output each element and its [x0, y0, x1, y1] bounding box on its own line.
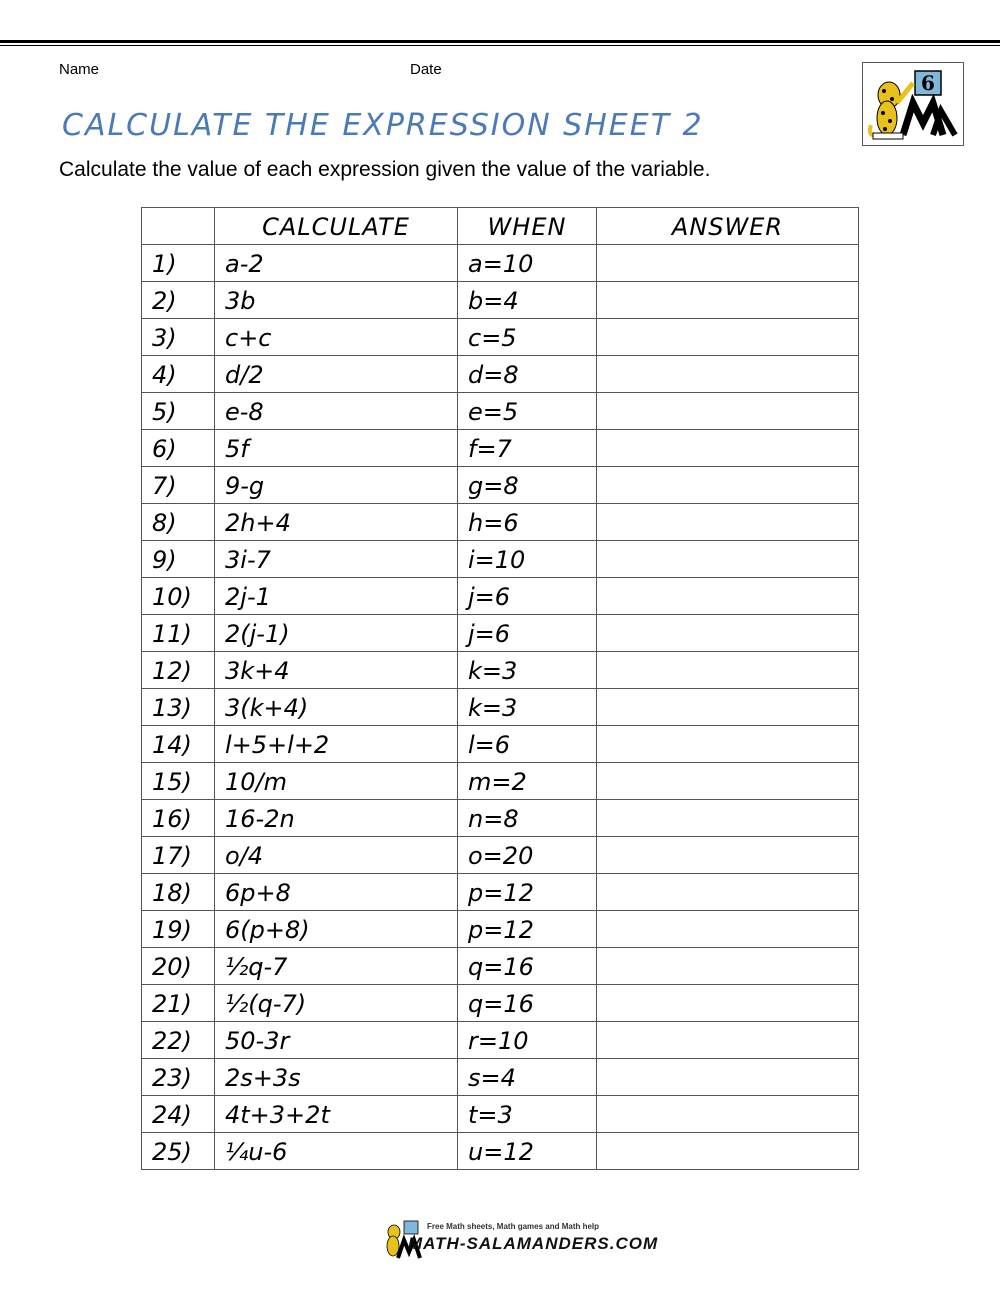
- expression-cell: d/2: [215, 356, 458, 393]
- table-row: [142, 800, 859, 837]
- expression-cell: l+5+l+2: [215, 726, 458, 763]
- expression-cell: 2s+3s: [215, 1059, 458, 1096]
- answer-field[interactable]: [597, 911, 859, 948]
- table-row: [142, 615, 859, 652]
- table-row: [142, 837, 859, 874]
- row-number: 13): [142, 689, 215, 726]
- row-number: 6): [142, 430, 215, 467]
- answer-field[interactable]: [597, 393, 859, 430]
- row-number: 11): [142, 615, 215, 652]
- table-row: [142, 689, 859, 726]
- expression-cell: 3i-7: [215, 541, 458, 578]
- variable-value-cell: p=12: [458, 911, 597, 948]
- row-number: 10): [142, 578, 215, 615]
- expression-cell: 5f: [215, 430, 458, 467]
- table-row: [142, 1096, 859, 1133]
- answer-field[interactable]: [597, 1059, 859, 1096]
- answer-field[interactable]: [597, 1096, 859, 1133]
- variable-value-cell: l=6: [458, 726, 597, 763]
- variable-value-cell: h=6: [458, 504, 597, 541]
- answer-field[interactable]: [597, 726, 859, 763]
- answer-field[interactable]: [597, 615, 859, 652]
- expression-cell: 6(p+8): [215, 911, 458, 948]
- expression-cell: 3(k+4): [215, 689, 458, 726]
- table-row: [142, 874, 859, 911]
- variable-value-cell: b=4: [458, 282, 597, 319]
- expression-cell: 3b: [215, 282, 458, 319]
- variable-value-cell: j=6: [458, 578, 597, 615]
- variable-value-cell: d=8: [458, 356, 597, 393]
- row-number: 2): [142, 282, 215, 319]
- salamander-icon: [863, 63, 963, 145]
- expression-cell: 50-3r: [215, 1022, 458, 1059]
- row-number: 5): [142, 393, 215, 430]
- expression-cell: 2j-1: [215, 578, 458, 615]
- expression-cell: ½q-7: [215, 948, 458, 985]
- row-number: 14): [142, 726, 215, 763]
- answer-field[interactable]: [597, 800, 859, 837]
- answer-field[interactable]: [597, 319, 859, 356]
- answer-field[interactable]: [597, 689, 859, 726]
- expression-cell: 3k+4: [215, 652, 458, 689]
- variable-value-cell: e=5: [458, 393, 597, 430]
- table-row: [142, 911, 859, 948]
- row-number: 21): [142, 985, 215, 1022]
- answer-field[interactable]: [597, 467, 859, 504]
- variable-value-cell: q=16: [458, 985, 597, 1022]
- row-number: 16): [142, 800, 215, 837]
- top-rule-thin: [0, 45, 1000, 46]
- answer-field[interactable]: [597, 356, 859, 393]
- answer-field[interactable]: [597, 578, 859, 615]
- answer-field[interactable]: [597, 948, 859, 985]
- table-row: [142, 541, 859, 578]
- answer-field[interactable]: [597, 282, 859, 319]
- table-row: [142, 356, 859, 393]
- answer-field[interactable]: [597, 541, 859, 578]
- expression-cell: ¼u-6: [215, 1133, 458, 1170]
- table-row: [142, 1133, 859, 1170]
- date-label: Date: [410, 61, 442, 78]
- answer-field[interactable]: [597, 763, 859, 800]
- variable-value-cell: f=7: [458, 430, 597, 467]
- variable-value-cell: p=12: [458, 874, 597, 911]
- answer-field[interactable]: [597, 985, 859, 1022]
- variable-value-cell: q=16: [458, 948, 597, 985]
- row-number: 20): [142, 948, 215, 985]
- variable-value-cell: n=8: [458, 800, 597, 837]
- expression-cell: 4t+3+2t: [215, 1096, 458, 1133]
- variable-value-cell: j=6: [458, 615, 597, 652]
- expression-cell: o/4: [215, 837, 458, 874]
- table-row: [142, 319, 859, 356]
- row-number: 23): [142, 1059, 215, 1096]
- expression-cell: a-2: [215, 245, 458, 282]
- row-number: 24): [142, 1096, 215, 1133]
- variable-value-cell: r=10: [458, 1022, 597, 1059]
- table-row: [142, 245, 859, 282]
- top-rule: [0, 40, 1000, 43]
- answer-field[interactable]: [597, 652, 859, 689]
- table-header-row: [142, 208, 859, 245]
- table-row: [142, 467, 859, 504]
- expression-cell: 6p+8: [215, 874, 458, 911]
- table-row: [142, 282, 859, 319]
- answer-field[interactable]: [597, 430, 859, 467]
- row-number: 3): [142, 319, 215, 356]
- variable-value-cell: k=3: [458, 652, 597, 689]
- expression-cell: 2h+4: [215, 504, 458, 541]
- worksheet-title: CALCULATE THE EXPRESSION SHEET 2: [62, 108, 704, 143]
- table-row: [142, 393, 859, 430]
- footer-tagline: Free Math sheets, Math games and Math help: [427, 1222, 600, 1231]
- row-number: 7): [142, 467, 215, 504]
- instructions: Calculate the value of each expression given the value of the variable.: [59, 158, 711, 181]
- answer-field[interactable]: [597, 1133, 859, 1170]
- expression-cell: 2(j-1): [215, 615, 458, 652]
- variable-value-cell: t=3: [458, 1096, 597, 1133]
- table-row: [142, 430, 859, 467]
- header-calculate: CALCULATE: [215, 208, 458, 245]
- variable-value-cell: c=5: [458, 319, 597, 356]
- row-number: 17): [142, 837, 215, 874]
- name-label: Name: [59, 61, 100, 78]
- expression-cell: ½(q-7): [215, 985, 458, 1022]
- table-row: [142, 763, 859, 800]
- expression-cell: 16-2n: [215, 800, 458, 837]
- grade-number: 6: [921, 71, 935, 95]
- variable-value-cell: o=20: [458, 837, 597, 874]
- header-number: [142, 208, 215, 245]
- table-row: [142, 726, 859, 763]
- row-number: 15): [142, 763, 215, 800]
- row-number: 1): [142, 245, 215, 282]
- variable-value-cell: g=8: [458, 467, 597, 504]
- table-row: [142, 1022, 859, 1059]
- table-row: [142, 948, 859, 985]
- row-number: 19): [142, 911, 215, 948]
- grade-logo: [862, 62, 964, 146]
- expression-cell: 9-g: [215, 467, 458, 504]
- expression-cell: 10/m: [215, 763, 458, 800]
- variable-value-cell: s=4: [458, 1059, 597, 1096]
- table-row: [142, 985, 859, 1022]
- table-row: [142, 504, 859, 541]
- answer-field[interactable]: [597, 504, 859, 541]
- footer-site: MATH-SALAMANDERS.COM: [408, 1234, 659, 1253]
- row-number: 8): [142, 504, 215, 541]
- answer-field[interactable]: [597, 1022, 859, 1059]
- variable-value-cell: i=10: [458, 541, 597, 578]
- header-when: WHEN: [458, 208, 597, 245]
- variable-value-cell: m=2: [458, 763, 597, 800]
- variable-value-cell: u=12: [458, 1133, 597, 1170]
- header-answer: ANSWER: [597, 208, 859, 245]
- table-row: [142, 578, 859, 615]
- answer-field[interactable]: [597, 245, 859, 282]
- variable-value-cell: k=3: [458, 689, 597, 726]
- expression-table: [141, 207, 859, 1170]
- table-row: [142, 652, 859, 689]
- answer-field[interactable]: [597, 874, 859, 911]
- row-number: 9): [142, 541, 215, 578]
- row-number: 25): [142, 1133, 215, 1170]
- row-number: 18): [142, 874, 215, 911]
- table-row: [142, 1059, 859, 1096]
- variable-value-cell: a=10: [458, 245, 597, 282]
- expression-cell: e-8: [215, 393, 458, 430]
- expression-cell: c+c: [215, 319, 458, 356]
- row-number: 22): [142, 1022, 215, 1059]
- answer-field[interactable]: [597, 837, 859, 874]
- row-number: 12): [142, 652, 215, 689]
- row-number: 4): [142, 356, 215, 393]
